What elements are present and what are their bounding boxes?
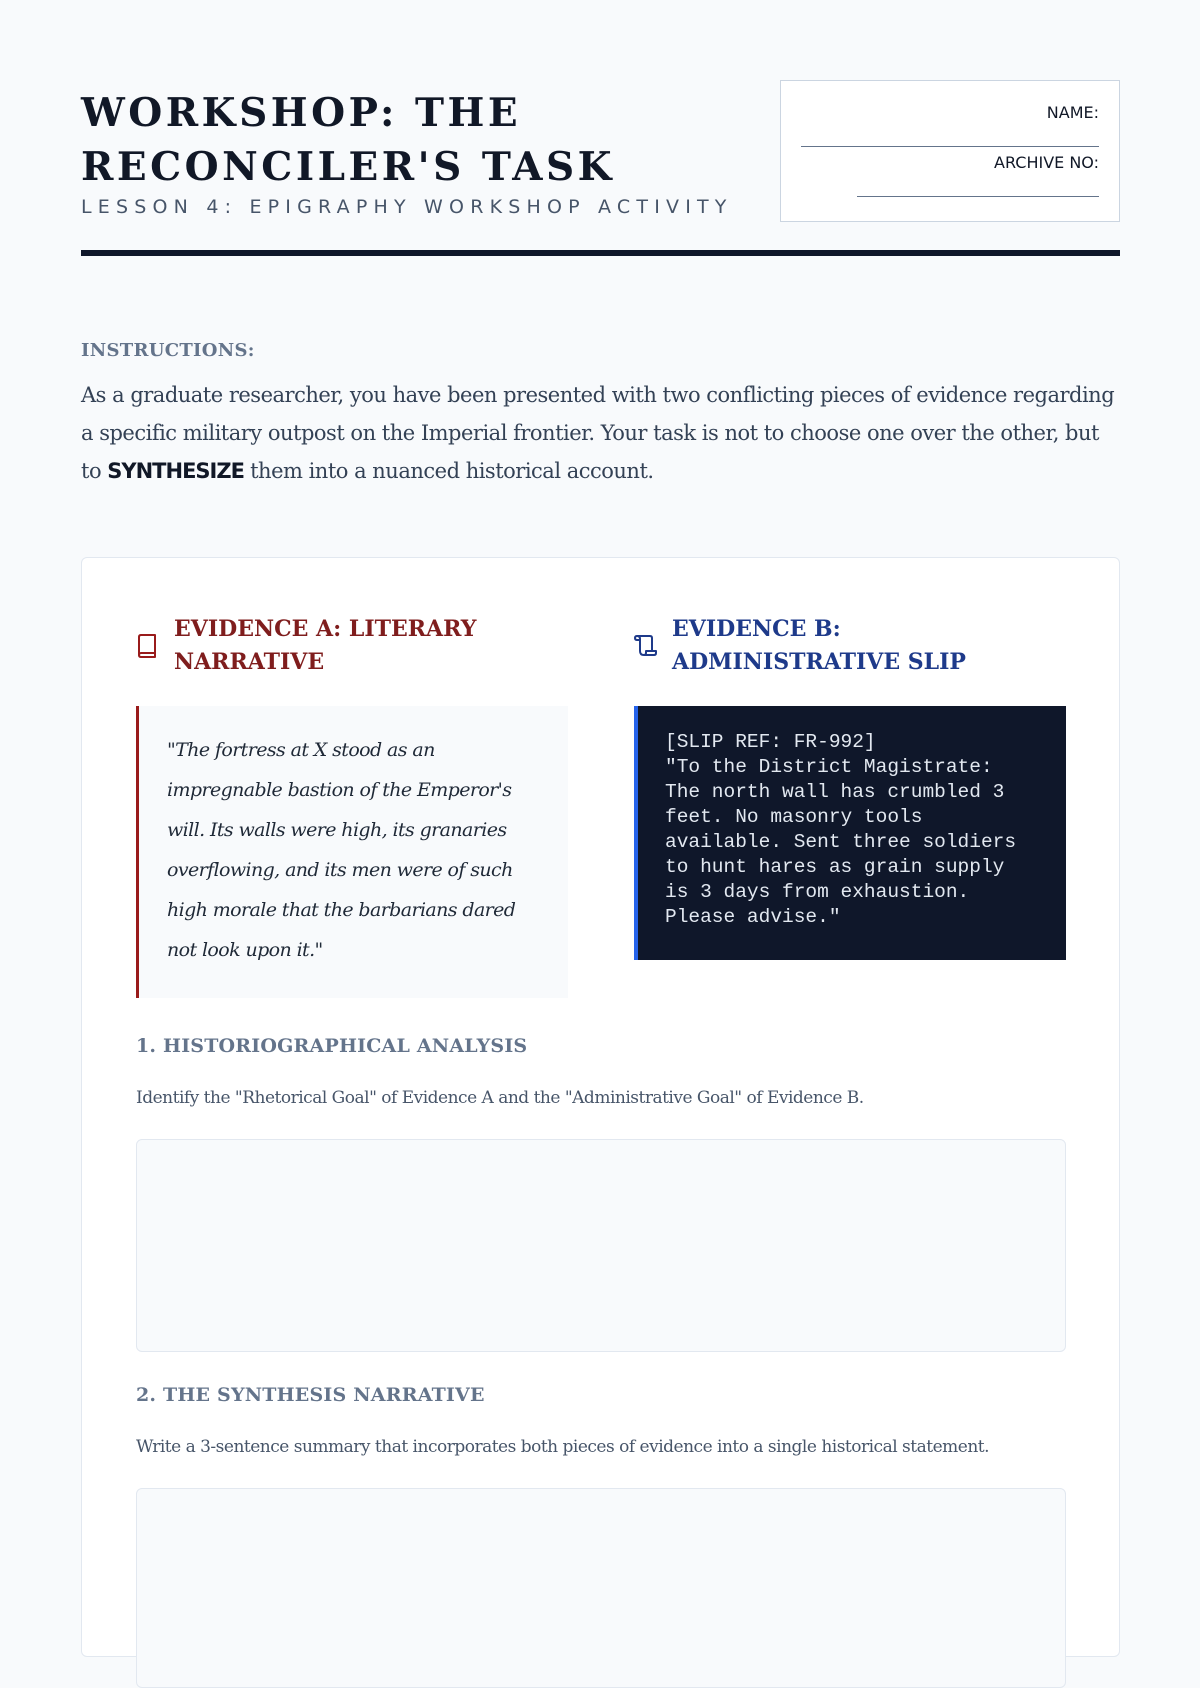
question-1-prompt: Identify the "Rhetorical Goal" of Evidence A and the "Administrative Goal" of Evidence B. xyxy=(136,1088,864,1108)
question-2-prompt: Write a 3-sentence summary that incorporates both pieces of evidence into a single historical statement. xyxy=(136,1437,990,1457)
evidence-card xyxy=(81,557,1120,1657)
evidence-a-title: EVIDENCE A: LITERARY NARRATIVE xyxy=(174,616,477,675)
student-id-box xyxy=(780,80,1120,222)
archive-field[interactable] xyxy=(857,196,1099,197)
question-1-label: 1. HISTORIOGRAPHICAL ANALYSIS xyxy=(136,1035,528,1057)
question-1-answer-box[interactable] xyxy=(136,1139,1066,1352)
evidence-b-title: EVIDENCE B: ADMINISTRATIVE SLIP xyxy=(672,616,966,675)
name-label: NAME: xyxy=(1046,103,1099,122)
instructions-emphasis: SYNTHESIZE xyxy=(107,459,244,483)
instructions-label: INSTRUCTIONS: xyxy=(81,340,255,361)
book-icon xyxy=(136,633,158,659)
name-field[interactable] xyxy=(801,146,1099,147)
header-divider xyxy=(81,250,1120,256)
administrative-slip: [SLIP REF: FR-992] "To the District Magistrate: The north wall has crumbled 3 feet. No masonry tools available. Sent three soldiers to hunt hares as grain supply is 3 days from exhaustion. Please advise." xyxy=(634,706,1066,960)
question-2-label: 2. THE SYNTHESIS NARRATIVE xyxy=(136,1384,485,1406)
scroll-icon xyxy=(634,633,656,659)
instructions-text-after: them into a nuanced historical account. xyxy=(243,459,654,483)
literary-narrative-quote: "The fortress at X stood as an impregnable bastion of the Emperor's will. Its walls were high, its granaries overflowing, and its men were of such high morale that the barbarians dared not look upon it." xyxy=(136,706,568,998)
question-2-answer-box[interactable] xyxy=(136,1488,1066,1688)
page-subtitle: LESSON 4: EPIGRAPHY WORKSHOP ACTIVITY xyxy=(81,196,733,218)
archive-label: ARCHIVE NO: xyxy=(994,153,1099,172)
worksheet-header xyxy=(81,80,1120,256)
instructions-text-before: As a graduate researcher, you have been presented with two conflicting pieces of evidence regarding a specific military outpost on the Imperial frontier. Your task is not to choose one over the other, but to xyxy=(81,383,1115,483)
instructions-text xyxy=(81,376,1120,490)
page-title: WORKSHOP: THE RECONCILER'S TASK xyxy=(81,90,616,190)
